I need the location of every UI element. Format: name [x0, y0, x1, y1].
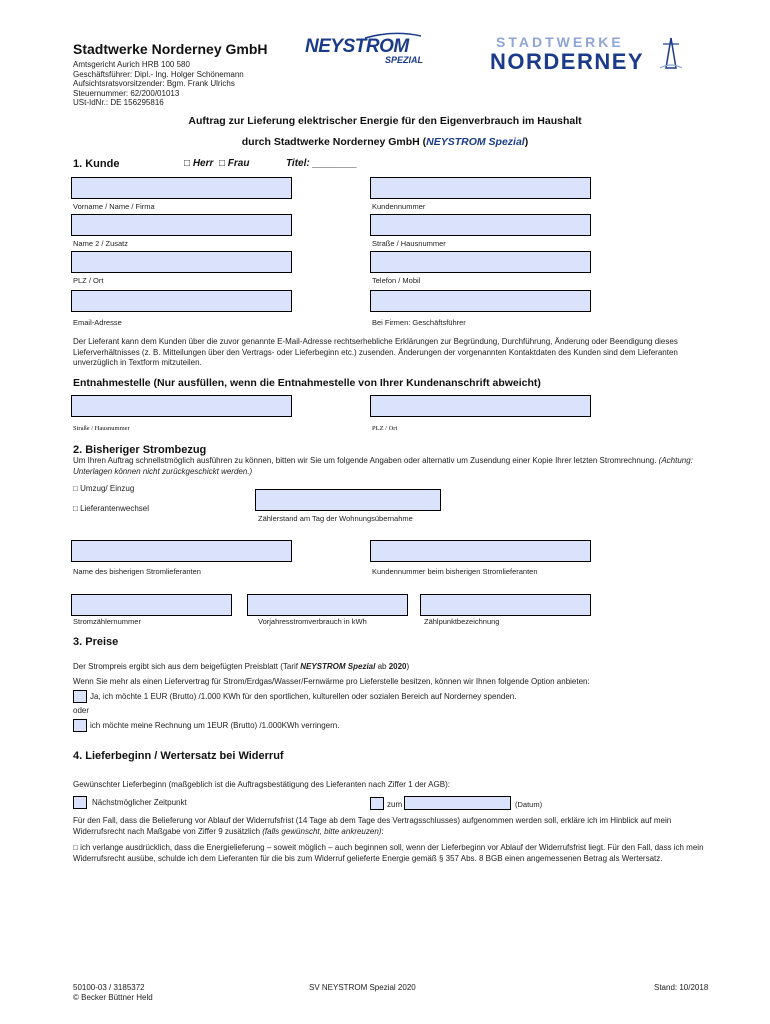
bisherige-kundennummer-label: Kundennummer beim bisherigen Stromlieferanten — [372, 567, 538, 576]
neystrom-logo — [305, 36, 435, 70]
form-title-prefix: durch Stadtwerke Norderney GmbH ( — [241, 136, 427, 148]
widerruf-note: (falls gewünscht, bitte ankreuzen) — [262, 826, 382, 836]
herr-label: Herr — [192, 158, 214, 169]
naechstmoeglich-label: Nächstmöglicher Zeitpunkt — [92, 798, 187, 807]
stromzaehlernummer-label: Stromzählernummer — [73, 617, 141, 626]
preisblatt-suffix: ) — [406, 662, 410, 671]
zum-checkbox[interactable] — [370, 797, 384, 810]
herr-checkbox[interactable]: □ — [184, 158, 191, 169]
zaehlpunkt-input[interactable] — [420, 594, 591, 616]
vorname-input[interactable] — [71, 177, 292, 199]
company-detail-line: Amtsgericht Aurich HRB 100 580 — [73, 60, 190, 69]
wechsel-option — [73, 504, 149, 514]
email-notice-paragraph: Der Lieferant kann dem Kunden über die zuvor genannte E-Mail-Adresse rechtserhebliche Erklärungen zur Begründung, Durchführung, Änderung oder Beendigung dieses Lieferverhältnisses (z. B. Mitteilungen über den Vertrags- oder Lieferbeginn etc.) zusenden. Änderungen der vorgenannten Kontaktdaten des Kunden sind dem Lieferanten unverzüglich in Textform mitzuteilen. — [73, 337, 678, 367]
email-input[interactable] — [71, 290, 292, 312]
company-detail-line: Geschäftsführer: Dipl.- Ing. Holger Schönemann — [73, 69, 244, 79]
umzug-checkbox[interactable]: □ — [73, 484, 78, 493]
wechsel-checkbox[interactable]: □ — [73, 504, 78, 513]
form-title-line2 — [0, 136, 770, 148]
company-name: Stadtwerke Norderney GmbH — [73, 41, 268, 57]
section2-intro — [73, 456, 713, 477]
neystrom-logo-text: NEYSTROM — [305, 36, 409, 57]
section2-intro-text: Um Ihren Auftrag schnellstmöglich ausführen zu können, bitten wir Sie um folgende Angaben oder alternativ um Zusendung einer Kopie Ihrer letzten Stromrechnung. — [73, 456, 659, 465]
neystrom-logo-subtext: SPEZIAL — [385, 55, 424, 65]
footer-copyright: © Becker Büttner Held — [73, 993, 153, 1002]
lieferbeginn-text: Gewünschter Lieferbeginn (maßgeblich ist die Auftragsbestätigung des Lieferanten nach Ziffer 1 der AGB): — [73, 780, 450, 789]
zaehlpunkt-label: Zählpunktbezeichnung — [424, 617, 500, 626]
mehrere-vertraege-text: Wenn Sie mehr als einen Liefervertrag für Strom/Erdgas/Wasser/Fernwärme pro Lieferstelle besitzen, können wir Ihnen folgende Option anbieten: — [73, 677, 590, 686]
form-title-brand: NEYSTROM Spezial — [426, 136, 525, 148]
company-detail-line: USt-IdNr.: DE 156295816 — [73, 98, 164, 108]
preisblatt-year: 2020 — [388, 662, 407, 671]
vorjahresverbrauch-label: Vorjahresstromverbrauch in kWh — [258, 617, 367, 626]
entnahme-strasse-label: Straße / Hausnummer — [73, 425, 130, 432]
wertersatz-paragraph — [73, 843, 718, 864]
preisblatt-prefix: Der Strompreis ergibt sich aus dem beigefügten Preisblatt (Tarif — [73, 662, 301, 671]
bisheriger-lieferant-label: Name des bisherigen Stromlieferanten — [73, 567, 201, 576]
stadtwerke-logo — [488, 32, 688, 78]
umzug-option — [73, 484, 134, 494]
preisblatt-mid: ab — [375, 662, 389, 671]
footer-left — [73, 983, 153, 1003]
strasse-label: Straße / Hausnummer — [372, 239, 446, 248]
strasse-input[interactable] — [370, 214, 591, 236]
geschaeftsfuehrer-label: Bei Firmen: Geschäftsführer — [372, 318, 466, 327]
preisblatt-text — [73, 662, 409, 672]
company-detail-line: Steuernummer: 62/200/01013 — [73, 88, 180, 98]
telefon-label: Telefon / Mobil — [372, 276, 421, 285]
section3-heading: 3. Preise — [73, 636, 119, 648]
bisherige-kundennummer-input[interactable] — [370, 540, 591, 562]
kundennummer-input[interactable] — [370, 177, 591, 199]
oder-text: oder — [73, 706, 90, 715]
zum-label: zum — [387, 800, 403, 809]
name2-input[interactable] — [71, 214, 292, 236]
frau-checkbox[interactable]: □ — [218, 158, 226, 169]
geschaeftsfuehrer-input[interactable] — [370, 290, 591, 312]
titel-field[interactable]: Titel: ________ — [286, 158, 357, 169]
entnahme-heading: Entnahmestelle (Nur ausfüllen, wenn die Entnahmestelle von Ihrer Kundenanschrift abweicht) — [73, 377, 541, 389]
wertersatz-checkbox[interactable]: □ — [73, 843, 78, 852]
company-details — [73, 60, 244, 108]
stadtwerke-logo-bottom: NORDERNEY — [490, 49, 645, 74]
section2-heading: 2. Bisheriger Strombezug — [73, 444, 207, 456]
widerruf-colon: : — [381, 826, 384, 836]
wertersatz-text: ich verlange ausdrücklich, dass die Energielieferung – soweit möglich – auch beginnen soll, wenn der Lieferbeginn vor Ablauf der Widerrufsfrist liegt. Für den Fall, dass ich mein Widerrufsrecht ausübe, schulde ich dem Lieferanten für die bis zum Widerruf gelieferte Energie gemäß § 357 Abs. 8 BGB einen angemessenen Betrag als Wertersatz. — [73, 843, 704, 863]
footer-center: SV NEYSTROM Spezial 2020 — [309, 983, 416, 992]
stromzaehlernummer-input[interactable] — [71, 594, 232, 616]
entnahme-strasse-input[interactable] — [71, 395, 292, 417]
verringern-label: ich möchte meine Rechnung um 1EUR (Brutto) /1.000KWh verringern. — [90, 721, 340, 730]
form-title-suffix: ) — [524, 136, 529, 148]
plz-label: PLZ / Ort — [73, 276, 104, 285]
footer-doc-number: 50100-03 / 3185372 — [73, 983, 145, 992]
frau-label: Frau — [227, 158, 250, 169]
entnahme-plz-label: PLZ / Ort — [372, 425, 398, 432]
spende-checkbox[interactable] — [73, 690, 87, 703]
verringern-checkbox[interactable] — [73, 719, 87, 732]
neystrom-swoosh-icon — [363, 32, 423, 40]
section4-heading: 4. Lieferbeginn / Wertersatz bei Widerruf — [73, 750, 284, 762]
section1-heading: 1. Kunde — [73, 158, 120, 170]
bisheriger-lieferant-input[interactable] — [71, 540, 292, 562]
preisblatt-brand: NEYSTROM Spezial — [300, 662, 376, 671]
naechstmoeglich-checkbox[interactable] — [73, 796, 87, 809]
lighthouse-icon — [660, 34, 682, 70]
spende-label: Ja, ich möchte 1 EUR (Brutto) /1.000 KWh für den sportlichen, kulturellen oder sozialen Bereich auf Norderney spenden. — [90, 692, 517, 701]
datum-label: (Datum) — [515, 800, 543, 809]
vorname-label: Vorname / Name / Firma — [73, 202, 155, 211]
footer-right: Stand: 10/2018 — [654, 983, 709, 992]
kundennummer-label: Kundennummer — [372, 202, 426, 211]
section2-intro-note: (Achtung: Unterlagen können nicht zurückgeschickt werden.) — [73, 456, 693, 476]
telefon-input[interactable] — [370, 251, 591, 273]
widerruf-text: Für den Fall, dass die Belieferung vor Ablauf der Widerrufsfrist (14 Tage ab dem Tage des Vertragsschlusses) aufgenommen werden soll, erkläre ich im Hinblick auf mein Widerrufsrecht nach Maßgabe von Ziffer 9 zusätzlich — [73, 816, 672, 836]
email-label: Email-Adresse — [73, 318, 122, 327]
stadtwerke-logo-top: STADTWERKE — [496, 34, 624, 50]
wechsel-label: Lieferantenwechsel — [80, 504, 150, 513]
widerruf-paragraph — [73, 816, 718, 837]
vorjahresverbrauch-input[interactable] — [247, 594, 408, 616]
zaehlerstand-input[interactable] — [255, 489, 441, 511]
zaehlerstand-label: Zählerstand am Tag der Wohnungsübernahme — [258, 514, 413, 523]
form-title-line1: Auftrag zur Lieferung elektrischer Energie für den Eigenverbrauch im Haushalt — [188, 115, 582, 127]
salutation-options — [184, 158, 249, 169]
umzug-label: Umzug/ Einzug — [80, 484, 135, 493]
entnahme-plz-input[interactable] — [370, 395, 591, 417]
name2-label: Name 2 / Zusatz — [73, 239, 129, 248]
datum-input[interactable] — [404, 796, 511, 810]
plz-input[interactable] — [71, 251, 292, 273]
company-detail-line: Aufsichtsratsvorsitzender: Bgm. Frank Ulrichs — [73, 79, 235, 89]
